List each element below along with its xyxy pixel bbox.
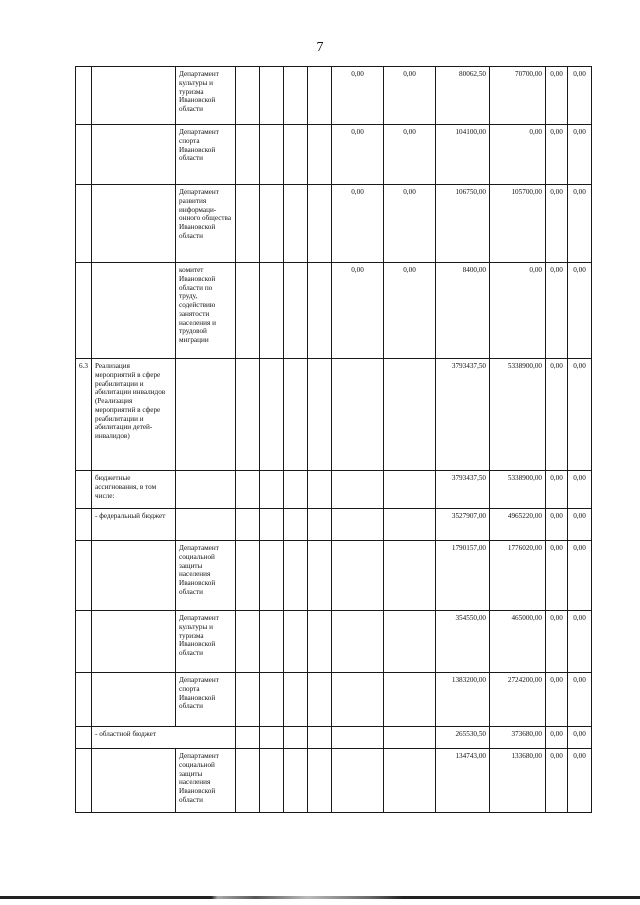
row-number-cell [76, 541, 92, 611]
value-cell: 0,00 [568, 509, 592, 541]
empty-cell [236, 125, 260, 185]
value-cell [384, 749, 436, 813]
executor-cell [176, 471, 236, 509]
empty-cell [236, 263, 260, 359]
empty-cell [260, 471, 284, 509]
value-cell: 80062,50 [436, 67, 490, 125]
value-cell: 0,00 [568, 263, 592, 359]
value-cell: 0,00 [568, 727, 592, 749]
value-cell: 104100,00 [436, 125, 490, 185]
value-cell: 0,00 [490, 263, 546, 359]
value-cell: 0,00 [568, 749, 592, 813]
value-cell: 0,00 [568, 67, 592, 125]
row-number-cell [76, 125, 92, 185]
empty-cell [260, 263, 284, 359]
empty-cell [308, 611, 332, 673]
empty-cell [236, 67, 260, 125]
table-body [76, 67, 592, 813]
row-name-cell [92, 749, 176, 813]
value-cell: 0,00 [384, 125, 436, 185]
table-row [76, 185, 592, 263]
row-number-cell [76, 727, 92, 749]
row-number-cell [76, 185, 92, 263]
empty-cell [284, 359, 308, 471]
empty-cell [260, 611, 284, 673]
value-cell: 0,00 [546, 749, 568, 813]
empty-cell [308, 471, 332, 509]
value-cell: 3527907,00 [436, 509, 490, 541]
empty-cell [284, 67, 308, 125]
value-cell: 0,00 [568, 673, 592, 727]
row-number-cell: 6.3 [76, 359, 92, 471]
value-cell: 1776020,00 [490, 541, 546, 611]
value-cell [332, 611, 384, 673]
value-cell: 1383200,00 [436, 673, 490, 727]
value-cell: 0,00 [546, 67, 568, 125]
executor-cell: Департамент культуры и туризма Ивановской области [176, 611, 236, 673]
empty-cell [236, 673, 260, 727]
value-cell [384, 359, 436, 471]
value-cell [384, 541, 436, 611]
executor-cell [176, 359, 236, 471]
value-cell: 265530,50 [436, 727, 490, 749]
empty-cell [308, 67, 332, 125]
row-number-cell [76, 67, 92, 125]
value-cell: 0,00 [490, 125, 546, 185]
row-name-cell: Реализация мероприятий в сфере реабилитации и абилитации инвалидов (Реализация мероприятий в сфере реабилитации и абилитации детей-инвалидов) [92, 359, 176, 471]
value-cell: 0,00 [546, 673, 568, 727]
row-number-cell [76, 673, 92, 727]
value-cell: 0,00 [546, 125, 568, 185]
table-row [76, 727, 592, 749]
value-cell: 0,00 [332, 185, 384, 263]
row-number-cell [76, 471, 92, 509]
empty-cell [284, 673, 308, 727]
value-cell: 0,00 [568, 185, 592, 263]
executor-cell: Департамент культуры и туризма Ивановской области [176, 67, 236, 125]
value-cell: 465000,00 [490, 611, 546, 673]
row-name-cell [92, 125, 176, 185]
empty-cell [260, 727, 284, 749]
table-row [76, 749, 592, 813]
empty-cell [284, 471, 308, 509]
value-cell: 0,00 [546, 541, 568, 611]
table-row [76, 67, 592, 125]
value-cell: 0,00 [568, 541, 592, 611]
row-number-cell [76, 611, 92, 673]
value-cell: 0,00 [384, 185, 436, 263]
table-row [76, 611, 592, 673]
executor-cell: Департамент спорта Ивановской области [176, 673, 236, 727]
empty-cell [308, 125, 332, 185]
value-cell: 0,00 [546, 509, 568, 541]
value-cell [332, 541, 384, 611]
value-cell [332, 727, 384, 749]
empty-cell [284, 611, 308, 673]
empty-cell [236, 541, 260, 611]
value-cell: 1790157,00 [436, 541, 490, 611]
empty-cell [260, 509, 284, 541]
value-cell: 0,00 [332, 125, 384, 185]
row-name-cell: бюджетные ассигнования, в том числе: [92, 471, 176, 509]
row-name-cell [92, 185, 176, 263]
value-cell: 0,00 [546, 611, 568, 673]
row-name-cell [92, 263, 176, 359]
empty-cell [284, 541, 308, 611]
value-cell: 0,00 [332, 263, 384, 359]
row-number-cell [76, 749, 92, 813]
empty-cell [260, 67, 284, 125]
value-cell: 0,00 [546, 185, 568, 263]
value-cell: 373680,00 [490, 727, 546, 749]
value-cell: 0,00 [332, 67, 384, 125]
table-row [76, 541, 592, 611]
value-cell: 0,00 [546, 471, 568, 509]
row-name-cell: - федеральный бюджет [92, 509, 176, 541]
value-cell: 0,00 [546, 359, 568, 471]
table-row [76, 263, 592, 359]
executor-cell: комитет Ивановской области по труду, содействию занятости населения и трудовой миграции [176, 263, 236, 359]
row-number-cell [76, 509, 92, 541]
page-number: 7 [316, 40, 324, 55]
empty-cell [236, 185, 260, 263]
value-cell: 0,00 [546, 263, 568, 359]
empty-cell [260, 749, 284, 813]
value-cell [332, 471, 384, 509]
executor-cell [176, 509, 236, 541]
empty-cell [308, 749, 332, 813]
empty-cell [236, 359, 260, 471]
value-cell [332, 749, 384, 813]
value-cell [384, 509, 436, 541]
value-cell: 0,00 [568, 125, 592, 185]
value-cell: 133680,00 [490, 749, 546, 813]
value-cell [384, 611, 436, 673]
value-cell: 106750,00 [436, 185, 490, 263]
row-name-cell [92, 541, 176, 611]
empty-cell [284, 185, 308, 263]
empty-cell [284, 125, 308, 185]
row-name-cell [92, 673, 176, 727]
value-cell: 3793437,50 [436, 471, 490, 509]
empty-cell [308, 673, 332, 727]
table-row [76, 125, 592, 185]
value-cell [332, 359, 384, 471]
value-cell: 3793437,50 [436, 359, 490, 471]
value-cell: 0,00 [568, 471, 592, 509]
executor-cell: Департамент развития информаци-онного общества Ивановской области [176, 185, 236, 263]
executor-cell: Департамент социальной защиты населения Ивановской области [176, 541, 236, 611]
value-cell: 8400,00 [436, 263, 490, 359]
scan-edge-line [0, 896, 640, 899]
row-name-cell: - областной бюджет [92, 727, 236, 749]
value-cell [384, 471, 436, 509]
value-cell: 0,00 [568, 611, 592, 673]
value-cell: 0,00 [568, 359, 592, 471]
empty-cell [260, 125, 284, 185]
value-cell: 4965220,00 [490, 509, 546, 541]
value-cell: 0,00 [384, 67, 436, 125]
empty-cell [236, 611, 260, 673]
value-cell: 5338900,00 [490, 359, 546, 471]
table-row [76, 673, 592, 727]
empty-cell [260, 673, 284, 727]
value-cell: 2724200,00 [490, 673, 546, 727]
value-cell: 134743,00 [436, 749, 490, 813]
empty-cell [308, 185, 332, 263]
value-cell: 0,00 [384, 263, 436, 359]
value-cell [384, 727, 436, 749]
empty-cell [308, 359, 332, 471]
empty-cell [260, 359, 284, 471]
row-name-cell [92, 611, 176, 673]
executor-cell: Департамент спорта Ивановской области [176, 125, 236, 185]
table-row [76, 471, 592, 509]
value-cell: 70700,00 [490, 67, 546, 125]
empty-cell [260, 541, 284, 611]
empty-cell [236, 727, 260, 749]
empty-cell [308, 263, 332, 359]
value-cell: 0,00 [546, 727, 568, 749]
value-cell: 105700,00 [490, 185, 546, 263]
empty-cell [236, 509, 260, 541]
empty-cell [284, 509, 308, 541]
value-cell: 354550,00 [436, 611, 490, 673]
empty-cell [236, 471, 260, 509]
empty-cell [308, 541, 332, 611]
empty-cell [308, 727, 332, 749]
empty-cell [308, 509, 332, 541]
executor-cell: Департамент социальной защиты населения Ивановской области [176, 749, 236, 813]
value-cell [384, 673, 436, 727]
empty-cell [236, 749, 260, 813]
empty-cell [284, 263, 308, 359]
value-cell: 5338900,00 [490, 471, 546, 509]
budget-table [75, 66, 592, 813]
value-cell [332, 509, 384, 541]
table-row [76, 509, 592, 541]
row-name-cell [92, 67, 176, 125]
empty-cell [260, 185, 284, 263]
row-number-cell [76, 263, 92, 359]
empty-cell [284, 727, 308, 749]
empty-cell [284, 749, 308, 813]
table-row [76, 359, 592, 471]
value-cell [332, 673, 384, 727]
